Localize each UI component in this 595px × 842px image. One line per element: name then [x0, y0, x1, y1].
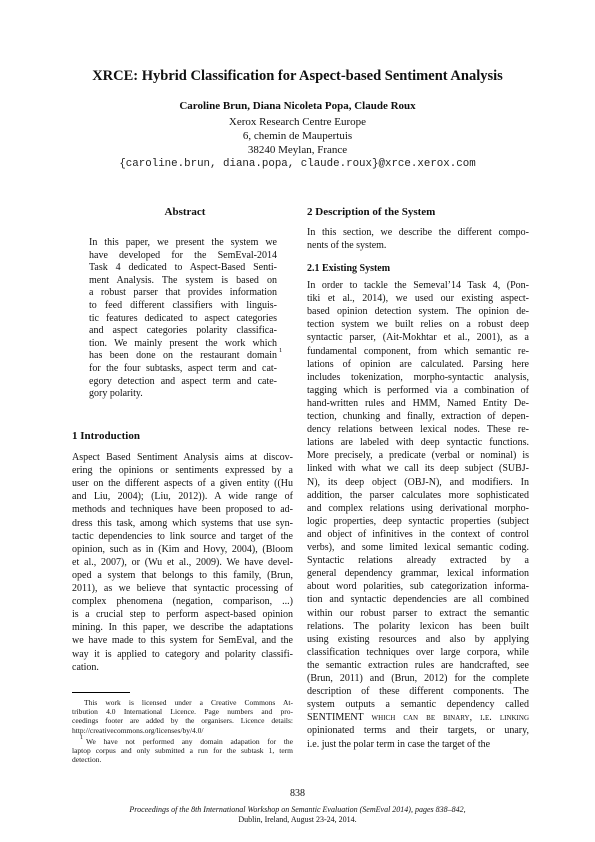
intro-line: ering the opinions or sentiments expressed by a [72, 465, 293, 477]
intro-line: dress this task, among which systems that use syn- [72, 517, 293, 529]
footnote-rule [72, 692, 130, 693]
intro-line: mining. In this paper, we describe the adaptations [72, 622, 293, 634]
abstract-line: have developed for the SemEval-2014 [89, 249, 277, 261]
section2-line: tagging which is performed via a combination of [307, 384, 529, 396]
abstract-line: for the four subtasks, aspect term and cat- [89, 363, 277, 374]
section2-line: lations of opinion are calculated. Parsing here [307, 358, 529, 370]
footnote-marker: 1 [279, 347, 283, 355]
section2-line: general dependency grammar, lexical information [307, 568, 529, 580]
section2-line: and complex relations using derivational morpho- [307, 502, 529, 514]
section2-line: hand-written rules and HMM, Named Entity De- [307, 397, 529, 409]
subsection-heading: 2.1 Existing System [307, 263, 391, 274]
license-footnote-line: tribution 4.0 International Licence. Page numbers and pro- [72, 707, 293, 717]
author-emails: {caroline.brun, diana.popa, claude.roux}@xrce.xerox.com [119, 158, 476, 170]
section2-line: fundamental component, from which semantic re- [307, 345, 529, 357]
section2-line: (Brun, 2011) and (Brun, 2012) for the complete [307, 673, 529, 684]
section2-line: N), its deep object (OBJ-N), and modifiers. In [307, 476, 529, 488]
abstract-line: In this paper, we present the system we [89, 237, 277, 248]
abstract-line: has been done on the restaurant domain [89, 350, 277, 362]
intro-line: et al., 2007), or (Wu et al., 2009). We have devel- [72, 556, 293, 568]
intro-line: methods and techniques have been proposed to ad- [72, 504, 293, 516]
intro-line: cation. [72, 661, 99, 673]
section2-line: linked with what we call its deep subject (SUBJ- [307, 463, 529, 475]
section2-line: syntactic parser, (Ait-Mokhtar et al., 2001), as a [307, 332, 529, 344]
intro-line: user on the different aspects of a given entity ((Hu [72, 478, 293, 490]
intro-line: 2011), as we believe that syntactic processing of [72, 583, 293, 594]
section2-line: about word polarities, sub categorization informa- [307, 581, 529, 593]
abstract-line: tion. We mainly present the work which [89, 337, 277, 349]
abstract-line: Task 4 dedicated to Aspect-Based Senti- [89, 262, 277, 274]
license-footnote-line: ceedings footer are added by the organisers. Licence details: [72, 716, 293, 726]
abstract-heading: Abstract [164, 206, 206, 218]
section2-line: the semantic extraction rules are handcrafted, see [307, 659, 529, 671]
section2-line: tection, chunking and finally, extraction of depen- [307, 411, 529, 422]
license-footnote-line: This work is licensed under a Creative Commons At- [84, 698, 293, 707]
section2-line: opinionated terms and their targets, or unary, [307, 725, 529, 737]
page-number: 838 [290, 788, 305, 799]
section2-line: within our robust parser to extract the semantic [307, 607, 529, 619]
section2-line: classification techniques over large corpora, while [307, 646, 529, 658]
section2-line: lations are labeled with deep syntactic functions. [307, 437, 529, 449]
note-footnote-line: detection. [72, 755, 102, 765]
section2-line: addition, the parser calculates more sophisticated [307, 489, 529, 501]
section2-line: based opinion detection system. The opinion de- [307, 306, 529, 318]
section2-heading: 2 Description of the System [307, 206, 436, 218]
section2-intro-line: nents of the system. [307, 240, 387, 251]
section2-intro-line: In this section, we describe the different compo- [307, 227, 529, 238]
footnote-number: 1 [80, 735, 83, 741]
section2-line: More precisely, a predicate (verbal or nominal) is [307, 450, 529, 462]
section2-line: using existing resources and also by applying [307, 633, 529, 645]
section2-line: tion and syntactic dependencies are all combined [307, 594, 529, 606]
affiliation-line: 6, chemin de Maupertuis [242, 130, 353, 142]
section2-line: In order to tackle the Semeval’14 Task 4, (Pon- [307, 280, 529, 291]
abstract-line: tic features dedicated to aspect categories [89, 312, 277, 324]
intro-line: complex phenomena (negation, comparison, ...) [72, 596, 293, 608]
section2-line: dency relations between lexical nodes. These re- [307, 424, 529, 436]
intro-line: way it is applied to category and polarity classifi- [72, 648, 293, 660]
section2-line: i.e. just the polar term in case the target of the [307, 738, 491, 750]
paper-title: XRCE: Hybrid Classification for Aspect-based Sentiment Analysis [92, 68, 503, 84]
section2-line: Syntactic relations already extracted by a [307, 555, 529, 567]
intro-line: opinion, such as in (Kim and Hovy, 2004), (Bloom [72, 543, 293, 555]
section2-line: and object of infinitives in the context of control [307, 528, 529, 540]
abstract-line: egory detection and aspect term and cate- [89, 375, 277, 387]
abstract-line: gory polarity. [89, 388, 143, 400]
intro-heading: 1 Introduction [72, 430, 140, 442]
note-footnote-line: laptop corpus and only submitted a run for the subtask 1, term [72, 746, 293, 756]
abstract-line: to feed different classifiers with linguis- [89, 300, 277, 311]
abstract-line: a robust parser that provides information [89, 287, 277, 299]
intro-line: is a crucial step to perform aspect-based opinion [72, 609, 293, 621]
section2-line: relations. The polarity lexicon has been built [307, 620, 529, 632]
intro-line: and Liu, 2004); (Liu, 2012)). A wide range of [72, 491, 293, 503]
section2-line: tiki et al., 2014), we used our existing aspect- [307, 293, 529, 305]
intro-line: tactic dependencies to link source and target of the [72, 530, 293, 542]
section2-line: includes tokenization, morpho-syntactic analysis, [307, 371, 529, 383]
author-list: Caroline Brun, Diana Nicoleta Popa, Claude Roux [179, 100, 416, 112]
section2-line: tection system we built relies on a robust deep [307, 319, 529, 331]
section2-line: SENTIMENT which can be binary, i.e. linking [307, 712, 529, 724]
proceedings-footer: Proceedings of the 8th International Workshop on Semantic Evaluation (SemEval 2014), pages 838–842, [129, 805, 466, 814]
license-footnote-line: http://creativecommons.org/licenses/by/4.0/ [72, 725, 204, 735]
intro-line: we have made to this system for SemEval, and the [72, 635, 293, 647]
proceedings-footer-location: Dublin, Ireland, August 23-24, 2014. [238, 815, 357, 824]
abstract-line: ment Analysis. The system is based on [89, 274, 277, 286]
section2-line: verbs), and some limited lexical semantic coding. [307, 542, 529, 553]
intro-line: Aspect Based Sentiment Analysis aims at discov- [72, 452, 293, 463]
abstract-line: and aspect categories polarity classifica- [89, 325, 277, 337]
section2-line: description of these different components. The [307, 686, 529, 698]
affiliation-line: Xerox Research Centre Europe [228, 116, 367, 128]
section2-line: system outputs a semantic dependency called [307, 699, 529, 711]
note-footnote-line: We have not performed any domain adapation for the [86, 737, 293, 746]
section2-line: logic properties, deep syntactic properties (subject [307, 515, 529, 527]
intro-line: oped a system that belongs to this family, (Brun, [72, 569, 293, 581]
affiliation-line: 38240 Meylan, France [247, 144, 348, 156]
